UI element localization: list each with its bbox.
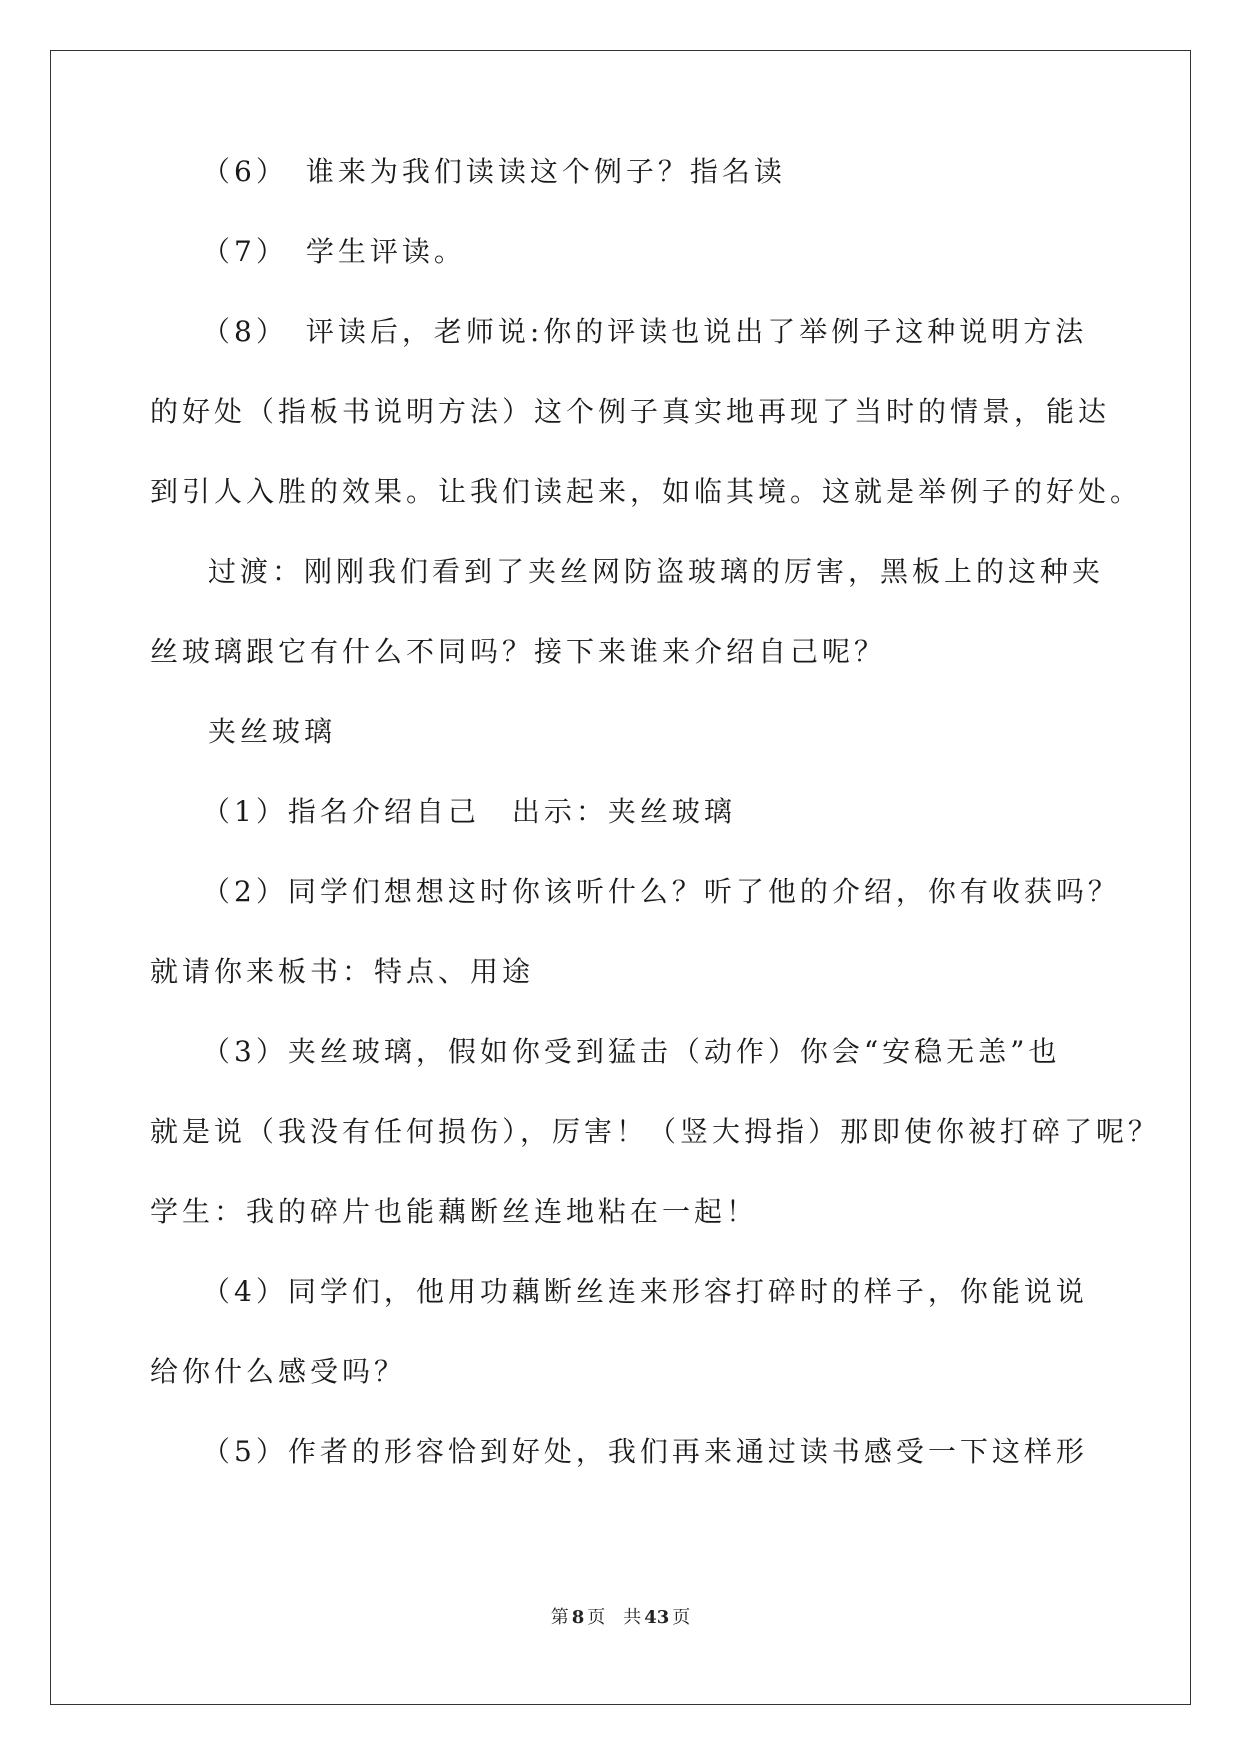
current-page-number: 8	[571, 1607, 585, 1628]
total-page-count: 43	[644, 1607, 670, 1628]
paragraph-line: （8） 评读后，老师说:你的评读也说出了举例子这种说明方法	[202, 315, 1088, 348]
paragraph-line: （1）指名介绍自己 出示：夹丝玻璃	[202, 795, 736, 828]
paragraph-line: （3）夹丝玻璃，假如你受到猛击（动作）你会“安稳无恙”也	[202, 1035, 1061, 1068]
footer-prefix: 第	[550, 1607, 569, 1628]
paragraph-line: 到引人入胜的效果。让我们读起来，如临其境。这就是举例子的好处。	[150, 475, 1143, 508]
paragraph-line: 学生：我的碎片也能藕断丝连地粘在一起！	[150, 1195, 759, 1228]
paragraph-line: （5）作者的形容恰到好处，我们再来通过读书感受一下这样形	[202, 1435, 1088, 1468]
paragraph-line: 过渡：刚刚我们看到了夹丝网防盗玻璃的厉害，黑板上的这种夹	[208, 555, 1105, 588]
paragraph-line: 丝玻璃跟它有什么不同吗？接下来谁来介绍自己呢？	[150, 635, 887, 668]
paragraph-line: （6） 谁来为我们读读这个例子？指名读	[202, 155, 786, 188]
paragraph-line: 就请你来板书：特点、用途	[150, 955, 535, 988]
footer-middle: 页 共	[587, 1607, 642, 1628]
page-footer	[0, 1603, 1241, 1629]
paragraph-line: 就是说（我没有任何损伤），厉害！（竖大拇指）那即使你被打碎了呢？	[150, 1115, 1161, 1148]
footer-suffix: 页	[672, 1607, 691, 1628]
paragraph-line: 给你什么感受吗？	[150, 1355, 407, 1388]
paragraph-line: 的好处（指板书说明方法）这个例子真实地再现了当时的情景，能达	[150, 395, 1111, 428]
paragraph-line: （7） 学生评读。	[202, 235, 466, 268]
section-heading: 夹丝玻璃	[208, 715, 337, 748]
paragraph-line: （4）同学们，他用功藕断丝连来形容打碎时的样子，你能说说	[202, 1275, 1088, 1308]
paragraph-line: （2）同学们想想这时你该听什么？听了他的介绍，你有收获吗？	[202, 875, 1120, 908]
